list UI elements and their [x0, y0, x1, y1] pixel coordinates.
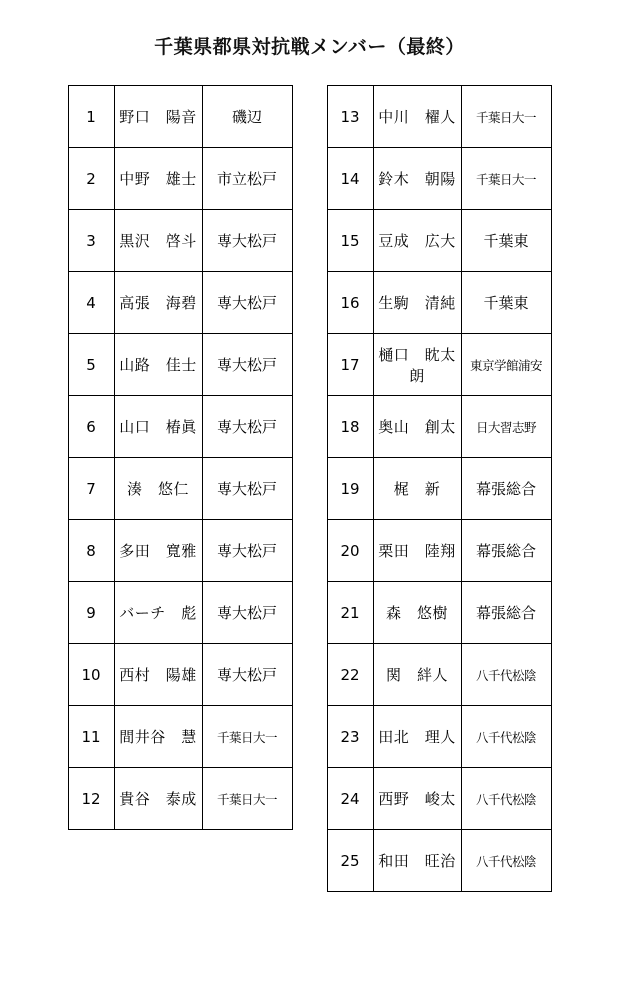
table-row [327, 520, 551, 582]
player-number: 13 [327, 86, 373, 148]
player-number: 5 [68, 334, 114, 396]
table-row [327, 830, 551, 892]
player-name: 西野 峻太 [373, 768, 461, 830]
table-row [327, 148, 551, 210]
roster-right-body [327, 86, 551, 892]
player-number: 1 [68, 86, 114, 148]
player-number: 16 [327, 272, 373, 334]
player-school: 幕張総合 [461, 520, 551, 582]
table-row [68, 210, 292, 272]
player-name: 多田 寬雅 [114, 520, 202, 582]
table-row [68, 582, 292, 644]
player-name: バーチ 彪 [114, 582, 202, 644]
roster-tables [0, 85, 619, 892]
player-number: 17 [327, 334, 373, 396]
table-row [327, 706, 551, 768]
player-number: 18 [327, 396, 373, 458]
table-row [327, 210, 551, 272]
table-row [68, 520, 292, 582]
player-name: 和田 旺治 [373, 830, 461, 892]
table-row [68, 396, 292, 458]
player-name: 奥山 創太 [373, 396, 461, 458]
table-row [327, 768, 551, 830]
player-name: 山路 佳士 [114, 334, 202, 396]
player-school: 専大松戸 [202, 582, 292, 644]
roster-table-left [68, 85, 293, 830]
player-number: 4 [68, 272, 114, 334]
table-row [327, 86, 551, 148]
table-row [68, 768, 292, 830]
player-name: 間井谷 慧 [114, 706, 202, 768]
player-number: 19 [327, 458, 373, 520]
player-name: 豆成 広大 [373, 210, 461, 272]
table-row [327, 272, 551, 334]
player-school: 幕張総合 [461, 582, 551, 644]
table-row [68, 272, 292, 334]
player-school: 東京学館浦安 [461, 334, 551, 396]
player-number: 6 [68, 396, 114, 458]
player-number: 14 [327, 148, 373, 210]
player-school: 専大松戸 [202, 520, 292, 582]
table-row [68, 334, 292, 396]
table-row [327, 458, 551, 520]
player-name: 関 絆人 [373, 644, 461, 706]
page-title: 千葉県都県対抗戦メンバー（最終） [154, 36, 465, 58]
player-school: 千葉日大一 [461, 86, 551, 148]
player-number: 8 [68, 520, 114, 582]
player-number: 3 [68, 210, 114, 272]
player-number: 10 [68, 644, 114, 706]
player-number: 24 [327, 768, 373, 830]
player-number: 12 [68, 768, 114, 830]
table-row [68, 644, 292, 706]
player-name: 西村 陽雄 [114, 644, 202, 706]
player-school: 専大松戸 [202, 458, 292, 520]
player-name: 栗田 陸翔 [373, 520, 461, 582]
player-school: 専大松戸 [202, 272, 292, 334]
player-school: 市立松戸 [202, 148, 292, 210]
table-row [327, 644, 551, 706]
player-school: 千葉東 [461, 272, 551, 334]
table-row [327, 396, 551, 458]
player-name: 田北 理人 [373, 706, 461, 768]
player-school: 八千代松陰 [461, 830, 551, 892]
table-row [68, 706, 292, 768]
player-name: 樋口 眈太朗 [373, 334, 461, 396]
player-number: 11 [68, 706, 114, 768]
player-number: 2 [68, 148, 114, 210]
table-row [327, 582, 551, 644]
player-number: 25 [327, 830, 373, 892]
roster-table-right [327, 85, 552, 892]
player-school: 千葉東 [461, 210, 551, 272]
player-school: 八千代松陰 [461, 644, 551, 706]
player-school: 千葉日大一 [202, 768, 292, 830]
player-school: 専大松戸 [202, 210, 292, 272]
player-number: 9 [68, 582, 114, 644]
player-number: 23 [327, 706, 373, 768]
player-name: 森 悠樹 [373, 582, 461, 644]
player-school: 千葉日大一 [202, 706, 292, 768]
table-row [68, 148, 292, 210]
player-school: 日大習志野 [461, 396, 551, 458]
player-school: 八千代松陰 [461, 768, 551, 830]
player-name: 山口 椿眞 [114, 396, 202, 458]
player-name: 鈴木 朝陽 [373, 148, 461, 210]
roster-left-body [68, 86, 292, 830]
player-number: 20 [327, 520, 373, 582]
player-number: 21 [327, 582, 373, 644]
table-row [68, 458, 292, 520]
player-name: 梶 新 [373, 458, 461, 520]
table-row [327, 334, 551, 396]
table-row [68, 86, 292, 148]
player-name: 中野 雄士 [114, 148, 202, 210]
player-name: 黒沢 啓斗 [114, 210, 202, 272]
player-school: 幕張総合 [461, 458, 551, 520]
player-name: 高張 海碧 [114, 272, 202, 334]
player-name: 湊 悠仁 [114, 458, 202, 520]
player-school: 専大松戸 [202, 334, 292, 396]
player-number: 22 [327, 644, 373, 706]
player-school: 専大松戸 [202, 644, 292, 706]
player-number: 7 [68, 458, 114, 520]
player-school: 磯辺 [202, 86, 292, 148]
player-name: 野口 陽音 [114, 86, 202, 148]
player-name: 貴谷 泰成 [114, 768, 202, 830]
player-school: 八千代松陰 [461, 706, 551, 768]
player-name: 生駒 清純 [373, 272, 461, 334]
player-name: 中川 櫂人 [373, 86, 461, 148]
player-school: 専大松戸 [202, 396, 292, 458]
player-school: 千葉日大一 [461, 148, 551, 210]
player-number: 15 [327, 210, 373, 272]
